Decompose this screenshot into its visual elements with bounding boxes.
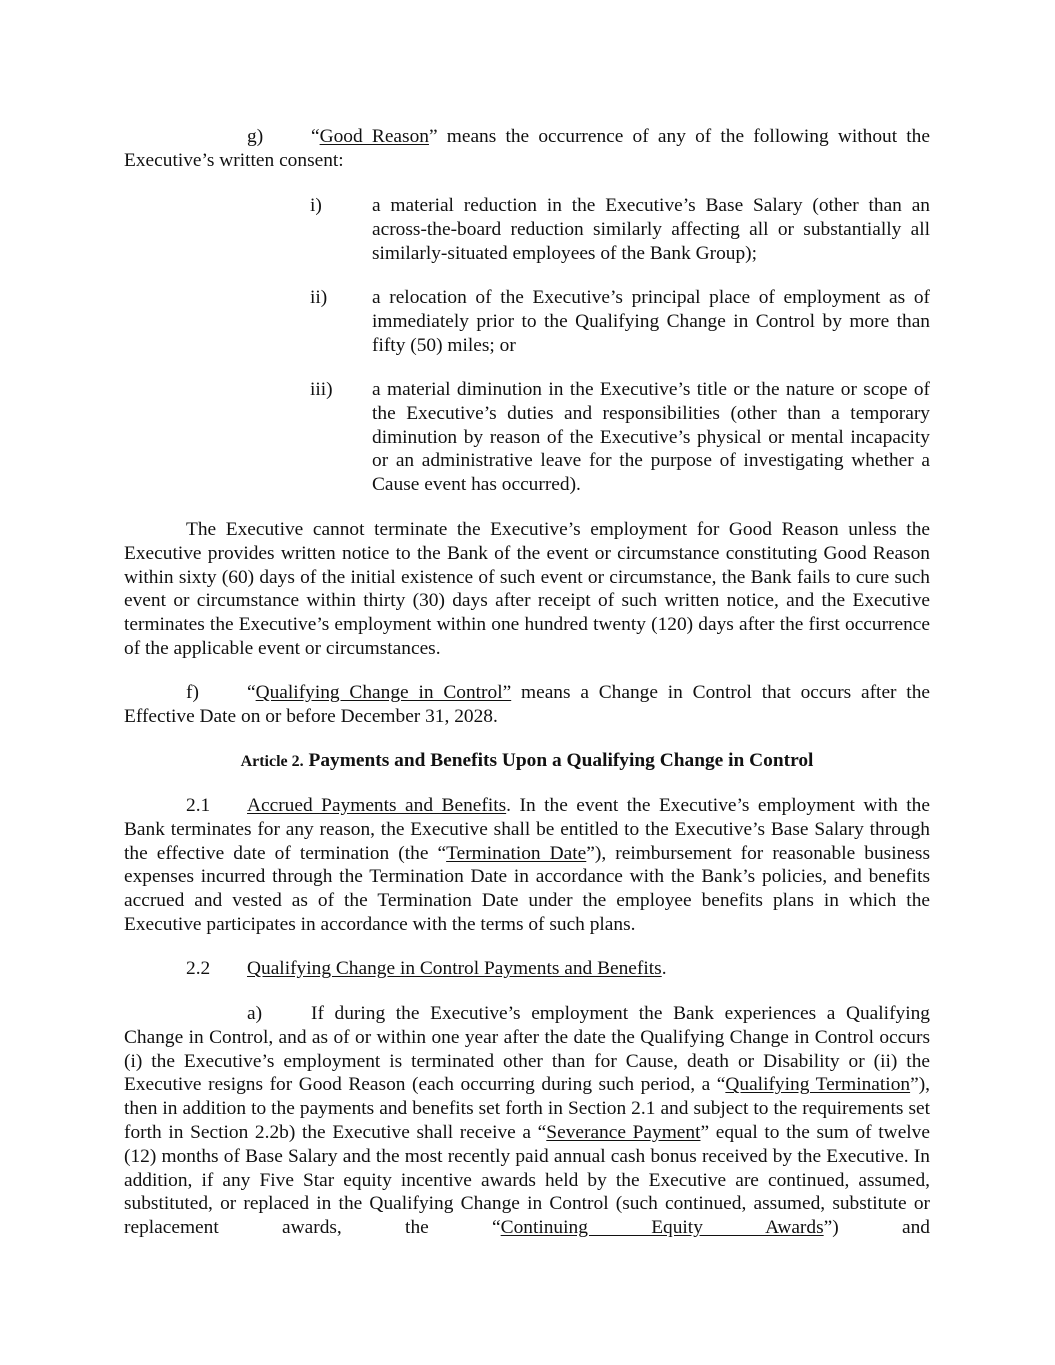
list-item: a material diminution in the Executive’s title or the nature or scope of the Executive’s duties and responsibilities (other than a temporary diminution by reason of the Executive’s physical or mental incapacity or an administrative leave for the purpose of investigating whether a Cause event has occurred). xyxy=(372,379,930,496)
item-label: iii) xyxy=(310,379,333,400)
text-segment: “ xyxy=(247,682,256,703)
clause-label: g) xyxy=(247,126,264,147)
paragraph-text xyxy=(124,126,930,171)
article-title: Payments and Benefits Upon a Qualifying Change in Control xyxy=(303,750,814,771)
section-number: 2.2 xyxy=(186,958,211,979)
defined-term: Accrued Payments and Benefits xyxy=(247,795,507,816)
text-segment: ” equal to the sum of twelve (12) months of Base Salary and the most recently paid annual cash bonus received by the Executive. In addition, if any Five Star equity incentive awards held by the Executive are continued, assumed, substituted, or replaced in the Qualifying Change in Control (such continued, assumed, substitute or replacement awards, the “ xyxy=(124,1121,930,1239)
list-item: a material reduction in the Executive’s Base Salary (other than an across-the-board reduction similarly affecting all or substantially all similarly-situated employees of the Bank Group); xyxy=(372,195,930,264)
text-segment: . xyxy=(661,958,667,979)
text-segment: The Executive cannot terminate the Executive’s employment for Good Reason unless the Executive provides written notice to the Bank of the event or circumstance constituting Good Reason within sixty (60) days of the initial existence of such event or circumstance, the Bank fails to cure such event or circumstance within thirty (30) days after receipt of such written notice, and the Executive terminates the Executive’s employment within one hundred twenty (120) days after the first occurrence of the applicable event or circumstances. xyxy=(124,519,930,659)
item-label: ii) xyxy=(310,287,328,308)
defined-term: Qualifying Change in Control Payments and Benefits xyxy=(247,958,662,979)
section-2-2 xyxy=(124,957,930,981)
text-segment: “ xyxy=(311,126,320,147)
list-item: a relocation of the Executive’s principal place of employment as of immediately prior to the Qualifying Change in Control by more than fifty (50) miles; or xyxy=(372,287,930,356)
text-segment: ” means the occurrence of any of the following without the Executive’s written consent: xyxy=(124,126,930,171)
clause-label: a) xyxy=(247,1003,263,1024)
section-2-2-a xyxy=(124,1002,930,1240)
clause-label: f) xyxy=(186,682,199,703)
defined-term: Qualifying Termination xyxy=(725,1074,911,1096)
text-segment: ”), reimbursement for reasonable business expenses incurred through the Termination Date in accordance with the Bank’s policies, and benefits accrued and vested as of the Termination Date under the employee benefits plans in which the Executive participates in accordance with the terms of such plans. xyxy=(124,842,930,935)
paragraph-text xyxy=(247,958,667,979)
defined-term: Continuing Equity Awards xyxy=(500,1217,824,1239)
paragraph-text xyxy=(124,1003,930,1238)
article-heading xyxy=(124,749,930,774)
defined-term: Severance Payment xyxy=(546,1121,701,1143)
section-number: 2.1 xyxy=(186,795,211,816)
text-segment: . In the event the Executive’s employment with the Bank terminates for any reason, the Executive shall be entitled to the Executive’s Base Salary through the effective date of termination (the “ xyxy=(124,795,930,864)
paragraph-notice xyxy=(124,518,930,661)
defined-term: Termination Date xyxy=(446,842,587,864)
article-number: Article 2. xyxy=(240,753,304,770)
paragraph-qualifying-change xyxy=(124,681,930,729)
paragraph-good-reason xyxy=(124,125,930,173)
text-segment: ”) and xyxy=(823,1217,930,1239)
defined-term: Qualifying Change in Control” xyxy=(255,682,512,703)
text-segment: means a Change in Control that occurs after the Effective Date on or before December 31, 2028. xyxy=(124,682,930,727)
text-segment: ”), then in addition to the payments and benefits set forth in Section 2.1 and subject to the requirements set forth in Section 2.2b) the Executive shall receive a “ xyxy=(124,1074,931,1143)
section-2-1 xyxy=(124,794,930,937)
defined-term: Good Reason xyxy=(319,126,429,147)
paragraph-text xyxy=(124,519,930,659)
text-segment: If during the Executive’s employment the Bank experiences a Qualifying Change in Control, and as of or within one year after the date the Qualifying Change in Control occurs (i) the Executive’s employment is terminated other than for Cause, death or Disability or (ii) the Executive resigns for Good Reason (each occurring during such period, a “ xyxy=(124,1003,930,1096)
item-label: i) xyxy=(310,195,322,216)
